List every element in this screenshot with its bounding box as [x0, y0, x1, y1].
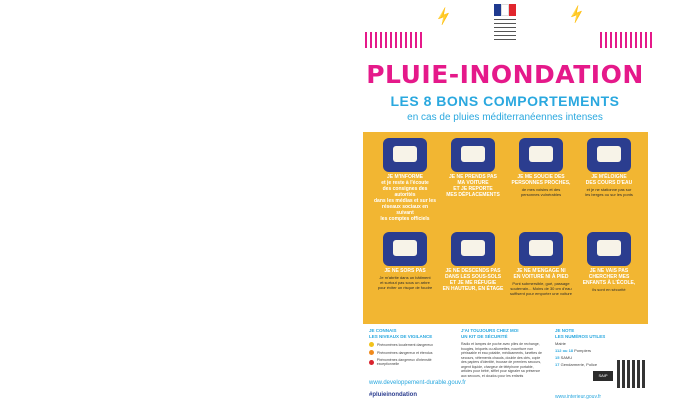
- mairie-label: Mairie: [555, 341, 566, 346]
- orange-dot-icon: [369, 350, 374, 355]
- kit-text: Radio et lampes de poche avec piles de rechange, bougies, briquets ou allumettes, nourriture non périssable et eau potable, médicaments, lunettes de secours, vêtements chauds, double des clés, copie des papiers d'identité, trousse de premiers secours, argent liquide, chargeur de téléphone portable, articles pour bébé, sifflet pour signaler sa présence aux secours, et doudou pour les enfants: [461, 342, 542, 378]
- phone-person-icon: [519, 138, 563, 172]
- behaviour-heading: JE NE PRENDS PAS MA VOITURE ET JE REPORTE MES DÉPLACEMENTS: [446, 174, 500, 198]
- behaviour-heading: JE ME SOUCIE DES PERSONNES PROCHES,: [511, 174, 571, 186]
- poster-subtitle: LES 8 BONS COMPORTEMENTS: [390, 93, 620, 109]
- vigilance-column: [369, 328, 451, 366]
- phone-number: 112 ou 18: [555, 348, 574, 353]
- government-logo: [490, 4, 520, 50]
- phone-number-row: [555, 348, 637, 353]
- behaviour-card: [441, 228, 505, 322]
- phone-label: SAMU: [560, 355, 573, 360]
- behaviour-text: Je m'abrite dans un bâtiment et surtout pas sous un arbre pour éviter un risque de foudre: [377, 275, 433, 290]
- behaviour-card: [509, 228, 573, 322]
- phone-label: Gendarmerie, Police: [560, 362, 598, 367]
- school-icon: [587, 232, 631, 266]
- behaviour-heading: JE NE SORS PAS: [384, 268, 426, 274]
- poster: [355, 0, 655, 410]
- kit-title: J'AI TOUJOURS CHEZ MOI UN KIT DE SÉCURITÉ: [461, 328, 519, 339]
- behaviour-heading: JE M'ÉLOIGNE DES COURS D'EAU: [585, 174, 633, 186]
- storm-cloud-icon: [383, 232, 427, 266]
- phone-label: Pompiers: [574, 348, 592, 353]
- rain-decoration: [600, 32, 652, 52]
- behaviour-card: [577, 228, 641, 322]
- kit-column: [461, 328, 543, 378]
- behaviour-text: ils sont en sécurité: [592, 287, 626, 292]
- behaviour-heading: JE NE M'ENGAGE NI EN VOITURE NI À PIED: [513, 268, 569, 280]
- vigilance-label: Phénomènes localement dangereux: [377, 342, 434, 347]
- vigilance-level: [369, 350, 451, 355]
- behaviour-card: [373, 134, 437, 228]
- numbers-title: JE NOTE LES NUMÉROS UTILES: [555, 328, 606, 339]
- radio-icon: [383, 138, 427, 172]
- vigilance-title: JE CONNAIS LES NIVEAUX DE VIGILANCE: [369, 328, 433, 339]
- behaviour-heading: JE NE DESCENDS PAS DANS LES SOUS-SOLS ET JE ME RÉFUGIE EN HAUTEUR, EN ÉTAGE: [442, 268, 504, 292]
- rain-decoration: [365, 32, 422, 52]
- vigilance-level: [369, 358, 451, 366]
- behaviours-panel: [363, 132, 648, 324]
- poster-title: PLUIE-INONDATION: [366, 60, 644, 89]
- footer-url2-link[interactable]: www.interieur.gouv.fr: [555, 394, 602, 400]
- footer-url-link[interactable]: www.developpement-durable.gouv.fr: [369, 380, 466, 386]
- behaviour-card: [509, 134, 573, 228]
- garage-car-icon: [451, 138, 495, 172]
- vigilance-label: Phénomènes dangereux d'intensité exceptionnelle: [376, 358, 432, 366]
- behaviour-text: de mes voisins et des personnes vulnérables: [520, 187, 562, 197]
- behaviour-heading: JE M'INFORME et je reste à l'écoute des consignes des autorités dans les médias et sur les réseaux sociaux en suivant les comptes officiels: [374, 174, 436, 222]
- lightning-icon: ⚡: [432, 5, 455, 27]
- vigilance-label: Phénomènes dangereux et étendus: [377, 350, 433, 355]
- qr-code-icon[interactable]: [617, 360, 645, 388]
- stairs-icon: [451, 232, 495, 266]
- behaviour-card: [577, 134, 641, 228]
- vigilance-level: [369, 342, 451, 347]
- behaviour-text: Pont submersible, gué, passage souterrain... Moins de 30 cm d'eau suffisent pour emporter une voiture: [510, 281, 572, 296]
- saip-logo: SAIP: [593, 371, 613, 381]
- behaviour-text: et je ne stationne pas sur les berges ou sur les ponts: [585, 187, 633, 197]
- behaviour-card: [373, 228, 437, 322]
- road-sign-icon: [519, 232, 563, 266]
- yellow-dot-icon: [369, 342, 374, 347]
- poster-tagline: en cas de pluies méditerranéennes intenses: [407, 112, 603, 123]
- phone-number: 17: [555, 362, 560, 367]
- phone-number: 15: [555, 355, 560, 360]
- footer-hashtag: #pluieinondation: [369, 392, 417, 398]
- lightning-icon: ⚡: [565, 3, 588, 25]
- running-person-icon: [587, 138, 631, 172]
- red-dot-icon: [369, 360, 374, 365]
- behaviour-card: [441, 134, 505, 228]
- behaviour-heading: JE NE VAIS PAS CHERCHER MES ENFANTS À L'ÉCOLE,: [582, 268, 636, 286]
